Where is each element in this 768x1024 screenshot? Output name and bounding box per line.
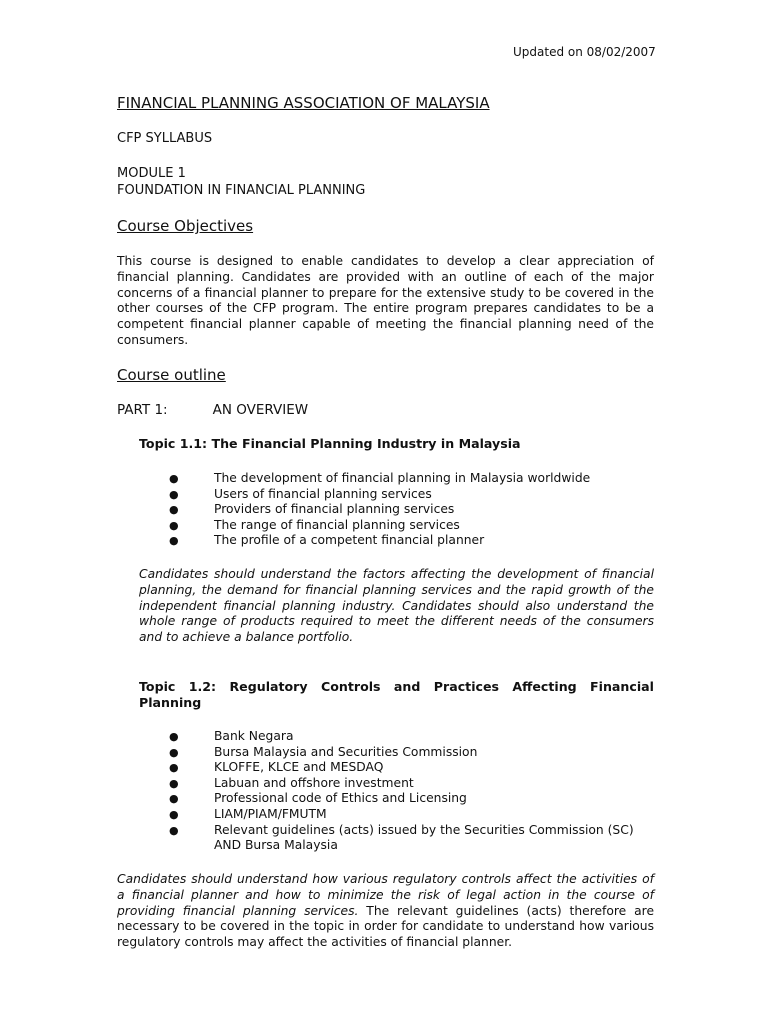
list-item: ● Professional code of Ethics and Licensing — [169, 791, 467, 806]
bullet-icon: ● — [169, 503, 179, 517]
bullet-icon: ● — [169, 487, 179, 501]
list-item: ● Bursa Malaysia and Securities Commission — [169, 744, 478, 759]
module-name: FOUNDATION IN FINANCIAL PLANNING — [117, 183, 366, 198]
part-title: AN OVERVIEW — [212, 402, 309, 418]
bullet-icon: ● — [169, 534, 179, 548]
module-heading — [117, 165, 365, 199]
outline-heading: Course outline — [117, 366, 226, 384]
bullet-icon: ● — [169, 823, 179, 837]
part-heading — [117, 402, 308, 418]
topic-1-1-note: Candidates should understand the factors affecting the development of financial planning, the demand for financial planning services and the rapid growth of the independent financial planning industry. Candidates should also understand the whole range of products required to meet the different needs of the consumers and to achieve a balance portfolio. — [139, 567, 654, 645]
bullet-icon: ● — [169, 776, 179, 790]
bullet-icon: ● — [169, 518, 179, 532]
list-item: ● Bank Negara — [169, 729, 294, 743]
syllabus-title: CFP SYLLABUS — [117, 131, 213, 146]
topic-1-2-title: Topic 1.2: Regulatory Controls and Practices Affecting Financial Planning — [139, 679, 654, 710]
bullet-icon: ● — [169, 745, 179, 759]
list-item: ● The profile of a competent financial planner — [169, 533, 485, 548]
updated-date: Updated on 08/02/2007 — [513, 45, 656, 59]
topic-1-2-bullets — [139, 729, 659, 854]
org-title: FINANCIAL PLANNING ASSOCIATION OF MALAYSIA — [117, 94, 490, 112]
topic-1-2-note-plain: The relevant guidelines (acts) therefore are necessary to be covered in the topic in order for candidate to understand how various regulatory controls may affect the activities of financial planner. — [117, 903, 655, 950]
module-number: MODULE 1 — [117, 166, 186, 181]
bullet-icon: ● — [169, 807, 179, 821]
list-item: ● The development of financial planning in Malaysia worldwide — [169, 471, 591, 485]
bullet-icon: ● — [169, 730, 179, 743]
topic-1-2-note — [117, 872, 654, 951]
objectives-heading: Course Objectives — [117, 217, 254, 235]
objectives-text: This course is designed to enable candidates to develop a clear appreciation of financial planning. Candidates are provided with an outline of each of the major concerns of a financial planner to prepare for the extensive study to be covered in the other courses of the CFP program. The entire program prepares candidates to be a competent financial planner capable of meeting the financial planning need of the consumers. — [117, 254, 654, 347]
list-item: ● Users of financial planning services — [169, 486, 432, 501]
topic-1-2-note-italic: Candidates should understand how various regulatory controls affect the activities of a financial planner and how to minimize the risk of legal action in the course of providing financial planning services. — [117, 872, 654, 918]
topic-1-1-title: Topic 1.1: The Financial Planning Industry in Malaysia — [139, 436, 521, 451]
list-item: ● Providers of financial planning services — [169, 502, 455, 517]
list-item: ● Labuan and offshore investment — [169, 775, 414, 790]
bullet-icon: ● — [169, 792, 179, 806]
list-item: ● The range of financial planning services — [169, 517, 460, 532]
bullet-icon: ● — [169, 472, 179, 485]
part-label: PART 1: — [117, 402, 168, 418]
list-item: ● LIAM/PIAM/FMUTM — [169, 806, 327, 821]
list-item: ● KLOFFE, KLCE and MESDAQ — [169, 760, 384, 775]
bullet-icon: ● — [169, 761, 179, 775]
list-item: ● Relevant guidelines (acts) issued by the Securities Commission (SC) AND Bursa Malaysia — [169, 822, 634, 853]
topic-1-1-bullets — [139, 471, 659, 549]
